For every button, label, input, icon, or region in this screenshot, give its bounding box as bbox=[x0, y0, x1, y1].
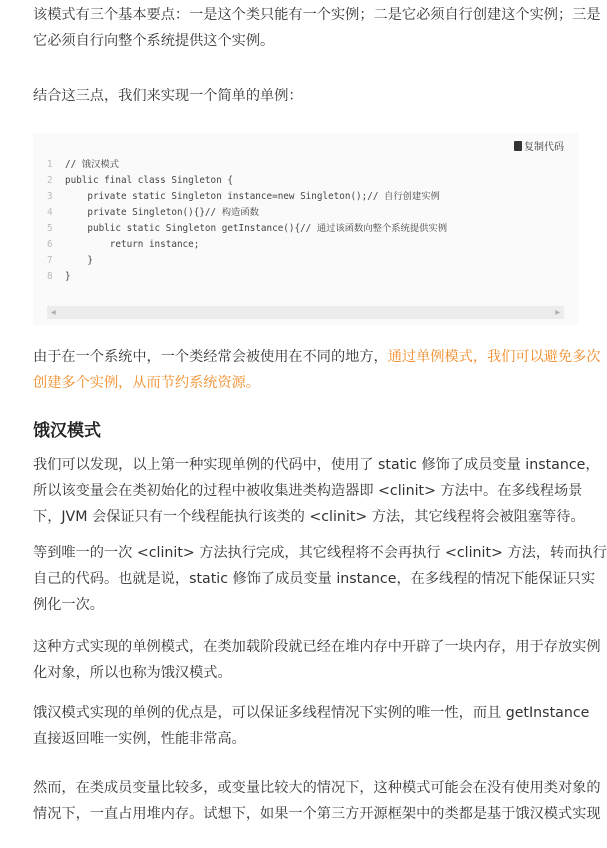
line-number: 7 bbox=[47, 255, 53, 266]
code-lines bbox=[47, 157, 447, 285]
after-code-paragraph bbox=[33, 344, 601, 396]
text-line: 化对象，所以也称为饿汉模式。 bbox=[33, 665, 232, 681]
body-paragraph bbox=[33, 540, 607, 618]
copy-code-button[interactable] bbox=[514, 138, 564, 153]
code-line bbox=[47, 157, 447, 173]
code-line bbox=[47, 205, 447, 221]
text-line: 下，JVM 会保证只有一个线程能执行该类的 <clinit> 方法，其它线程将会被阻塞等待。 bbox=[33, 509, 585, 525]
line-number: 5 bbox=[47, 223, 53, 234]
text-line: 我们可以发现，以上第一种实现单例的代码中，使用了 static 修饰了成员变量 instance， bbox=[33, 457, 600, 473]
code-text: return instance; bbox=[65, 239, 200, 250]
line-number: 2 bbox=[47, 175, 53, 186]
body-paragraph bbox=[33, 452, 600, 530]
text-line: 该模式有三个基本要点：一是这个类只能有一个实例；二是它必须自行创建这个实例；三是 bbox=[33, 7, 601, 23]
line-number: 4 bbox=[47, 207, 53, 218]
body-paragraph bbox=[33, 700, 589, 752]
code-line bbox=[47, 253, 447, 269]
code-line bbox=[47, 173, 447, 189]
body-paragraph bbox=[33, 775, 601, 827]
text-line bbox=[33, 344, 601, 370]
body-paragraph bbox=[33, 634, 601, 686]
highlight-text: 通过单例模式，我们可以避免多次 bbox=[387, 349, 601, 365]
text-line: 它必须自行向整个系统提供这个实例。 bbox=[33, 33, 275, 49]
text-line: 这种方式实现的单例模式，在类加载阶段就已经在堆内存中开辟了一块内存，用于存放实例 bbox=[33, 639, 601, 655]
lead-paragraph: 结合这三点，我们来实现一个简单的单例： bbox=[33, 88, 303, 104]
text-line: 所以该变量会在类初始化的过程中被收集进类构造器即 <clinit> 方法中。在多线程场景 bbox=[33, 483, 583, 499]
text-line: 情况下，一直占用堆内存。试想下，如果一个第三方开源框架中的类都是基于饿汉模式实现 bbox=[33, 806, 601, 822]
code-text: // 饿汉模式 bbox=[65, 159, 119, 170]
text-line: 然而，在类成员变量比较多，或变量比较大的情况下，这种模式可能会在没有使用类对象的 bbox=[33, 780, 601, 796]
plain-text: 由于在一个系统中，一个类经常会被使用在不同的地方， bbox=[33, 349, 388, 365]
text-line: 例化一次。 bbox=[33, 597, 104, 613]
code-block bbox=[33, 133, 578, 325]
copy-icon bbox=[514, 141, 522, 151]
scroll-right-icon[interactable]: ▶ bbox=[555, 309, 560, 316]
code-text: private Singleton(){}// 构造函数 bbox=[65, 207, 259, 218]
highlight-text: 创建多个实例，从而节约系统资源。 bbox=[33, 375, 261, 391]
text-line: 等到唯一的一次 <clinit> 方法执行完成，其它线程将不会再执行 <clinit> 方法，转而执行 bbox=[33, 545, 607, 561]
line-number: 8 bbox=[47, 271, 53, 282]
code-line bbox=[47, 237, 447, 253]
horizontal-scrollbar[interactable] bbox=[47, 306, 564, 319]
code-text: public final class Singleton { bbox=[65, 175, 233, 186]
scroll-left-icon[interactable]: ◀ bbox=[51, 309, 56, 316]
line-number: 1 bbox=[47, 159, 53, 170]
code-line bbox=[47, 189, 447, 205]
text-line: 自己的代码。也就是说，static 修饰了成员变量 instance，在多线程的情况下能保证只实 bbox=[33, 571, 596, 587]
code-text: } bbox=[65, 255, 93, 266]
line-number: 6 bbox=[47, 239, 53, 250]
line-number: 3 bbox=[47, 191, 53, 202]
text-line: 直接返回唯一实例，性能非常高。 bbox=[33, 731, 246, 747]
code-line bbox=[47, 269, 447, 285]
intro-paragraph bbox=[33, 2, 601, 54]
code-text: public static Singleton getInstance(){// 通过该函数向整个系统提供实例 bbox=[65, 223, 448, 234]
code-text: private static Singleton instance=new Singleton();// 自行创建实例 bbox=[65, 191, 440, 202]
code-text: } bbox=[65, 271, 71, 282]
section-heading: 饿汉模式 bbox=[33, 421, 101, 441]
code-line bbox=[47, 221, 447, 237]
copy-label: 复制代码 bbox=[524, 142, 564, 153]
text-line: 饿汉模式实现的单例的优点是，可以保证多线程情况下实例的唯一性，而且 getInstance bbox=[33, 705, 590, 721]
